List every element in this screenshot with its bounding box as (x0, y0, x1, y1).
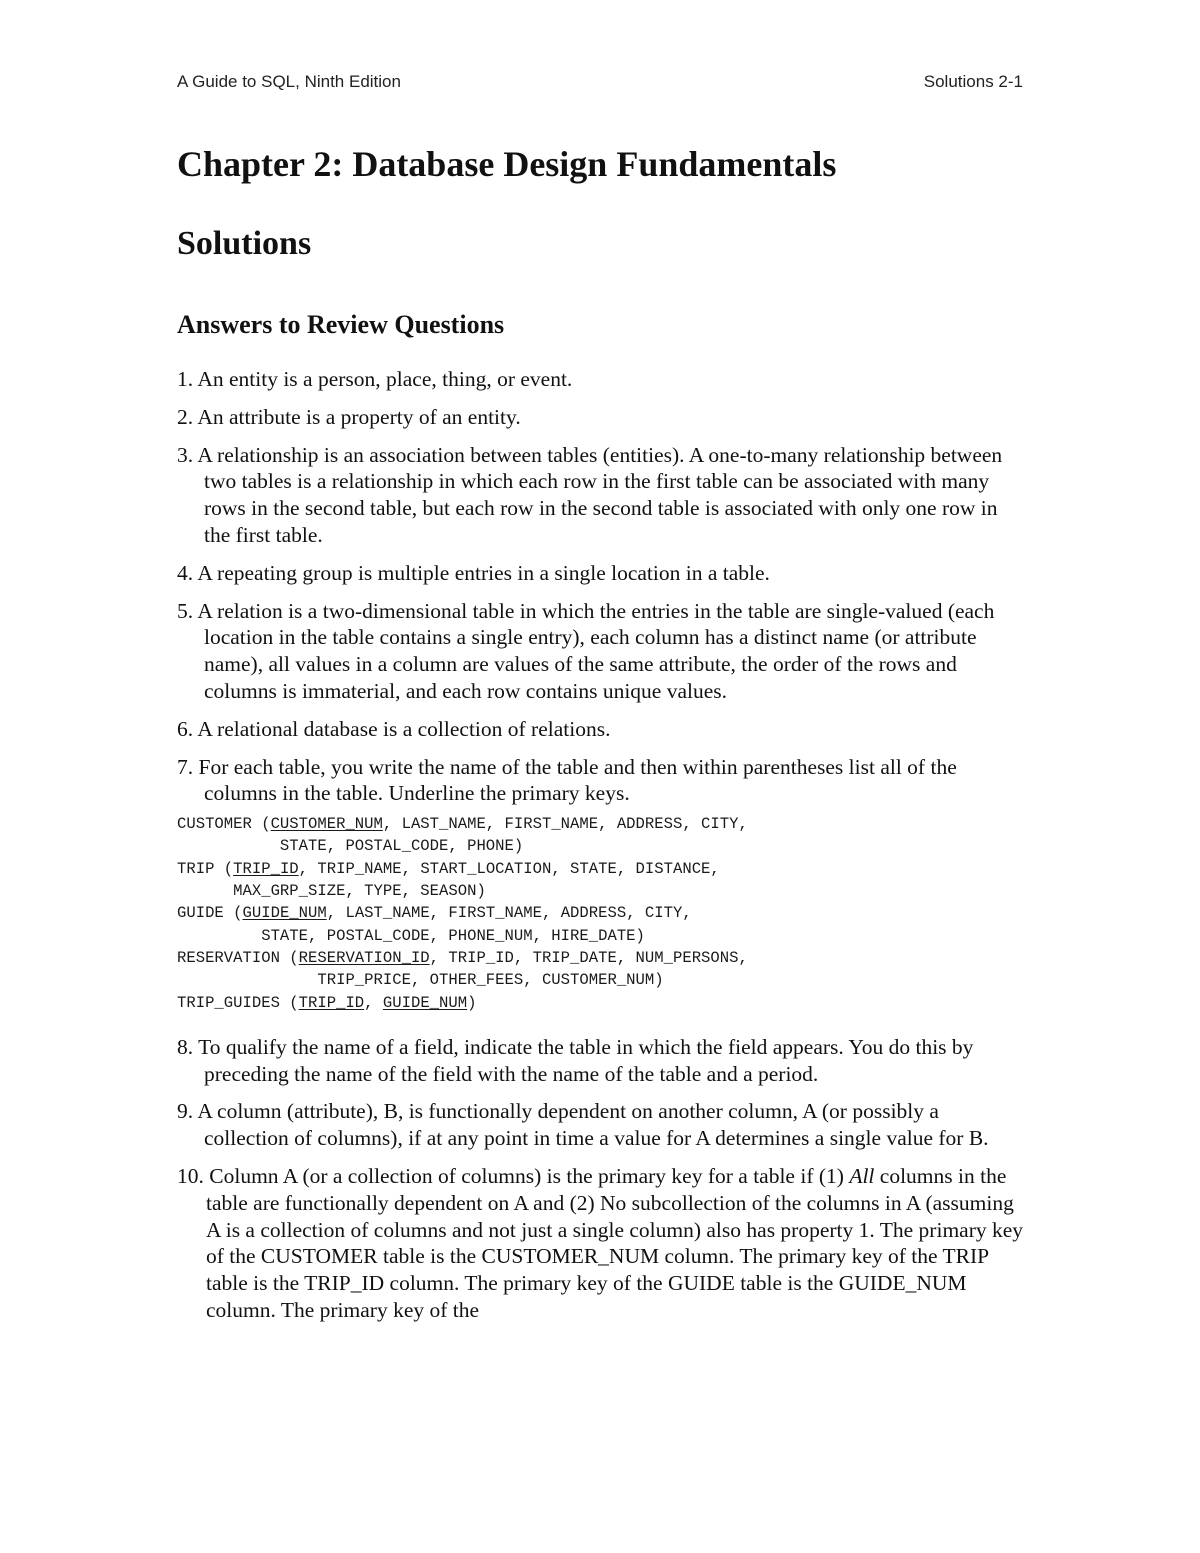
answer-item-4: 4. A repeating group is multiple entries in a single location in a table. (177, 560, 770, 585)
answer-item-8: 8. To qualify the name of a field, indicate the table in which the field appears. You do this by preceding the name of the field with the name of the table and a period. (177, 1034, 974, 1086)
answer-item-6: 6. A relational database is a collection of relations. (177, 716, 611, 741)
header-book-title: A Guide to SQL, Ninth Edition (177, 72, 401, 91)
running-header (177, 72, 1023, 92)
answer-item-9: 9. A column (attribute), B, is functionally dependent on another column, A (or possibly a collection of columns), if at any point in time a value for A determines a single value for B. (177, 1099, 989, 1151)
answer-item-1: 1. An entity is a person, place, thing, or event. (177, 367, 573, 391)
chapter-title: Chapter 2: Database Design Fundamentals (177, 144, 837, 184)
code-line: STATE, POSTAL_CODE, PHONE) (177, 837, 524, 856)
code-line: CUSTOMER (CUSTOMER_NUM, LAST_NAME, FIRST_NAME, ADDRESS, CITY, (177, 815, 748, 834)
code-line: GUIDE (GUIDE_NUM, LAST_NAME, FIRST_NAME, ADDRESS, CITY, (177, 904, 692, 923)
code-line: TRIP_PRICE, OTHER_FEES, CUSTOMER_NUM) (177, 971, 664, 990)
code-line: STATE, POSTAL_CODE, PHONE_NUM, HIRE_DATE) (177, 926, 645, 945)
emphasis-all: All (849, 1164, 875, 1189)
answer-item-7: 7. For each table, you write the name of the table and then within parentheses list all of the columns in the table. Underline the primary keys. (177, 754, 957, 806)
answer-item-10: 10. Column A (or a collection of columns) is the primary key for a table if (1) All columns in the table are functionally dependent on A and (2) No subcollection of the columns in A (assuming A is a collection of columns and not just a single column) also has property 1. The primary key of the CUSTOMER table is the CUSTOMER_NUM column. The primary key of the TRIP table is the TRIP_ID column. The primary key of the GUIDE table is the GUIDE_NUM column. The primary key of the (177, 1164, 1024, 1322)
answer-list-continued (177, 1034, 1027, 1324)
section-title: Solutions (177, 225, 312, 262)
answer-item-2: 2. An attribute is a property of an entity. (177, 404, 521, 429)
answer-list (177, 366, 1027, 807)
code-line: TRIP (TRIP_ID, TRIP_NAME, START_LOCATION, STATE, DISTANCE, (177, 859, 720, 878)
answer-item-5: 5. A relation is a two-dimensional table in which the entries in the table are single-valued (each location in the table contains a single entry), each column has a distinct name (or attribute name), all values in a column are values of the same attribute, the order of the rows and columns is immaterial, and each row contains unique values. (177, 598, 995, 703)
subsection-title: Answers to Review Questions (177, 310, 505, 339)
code-line: RESERVATION (RESERVATION_ID, TRIP_ID, TRIP_DATE, NUM_PERSONS, (177, 948, 748, 967)
answer-item-3: 3. A relationship is an association between tables (entities). A one-to-many relationship between two tables is a relationship in which each row in the first table can be associated with many rows in the second table, but each row in the second table is associated with only one row in the first table. (177, 442, 1003, 547)
code-line: TRIP_GUIDES (TRIP_ID, GUIDE_NUM) (177, 993, 477, 1012)
header-page-number: Solutions 2-1 (923, 72, 1023, 91)
page-content (177, 140, 1027, 1335)
schema-code-block (177, 813, 1027, 1014)
code-line: MAX_GRP_SIZE, TYPE, SEASON) (177, 882, 486, 901)
